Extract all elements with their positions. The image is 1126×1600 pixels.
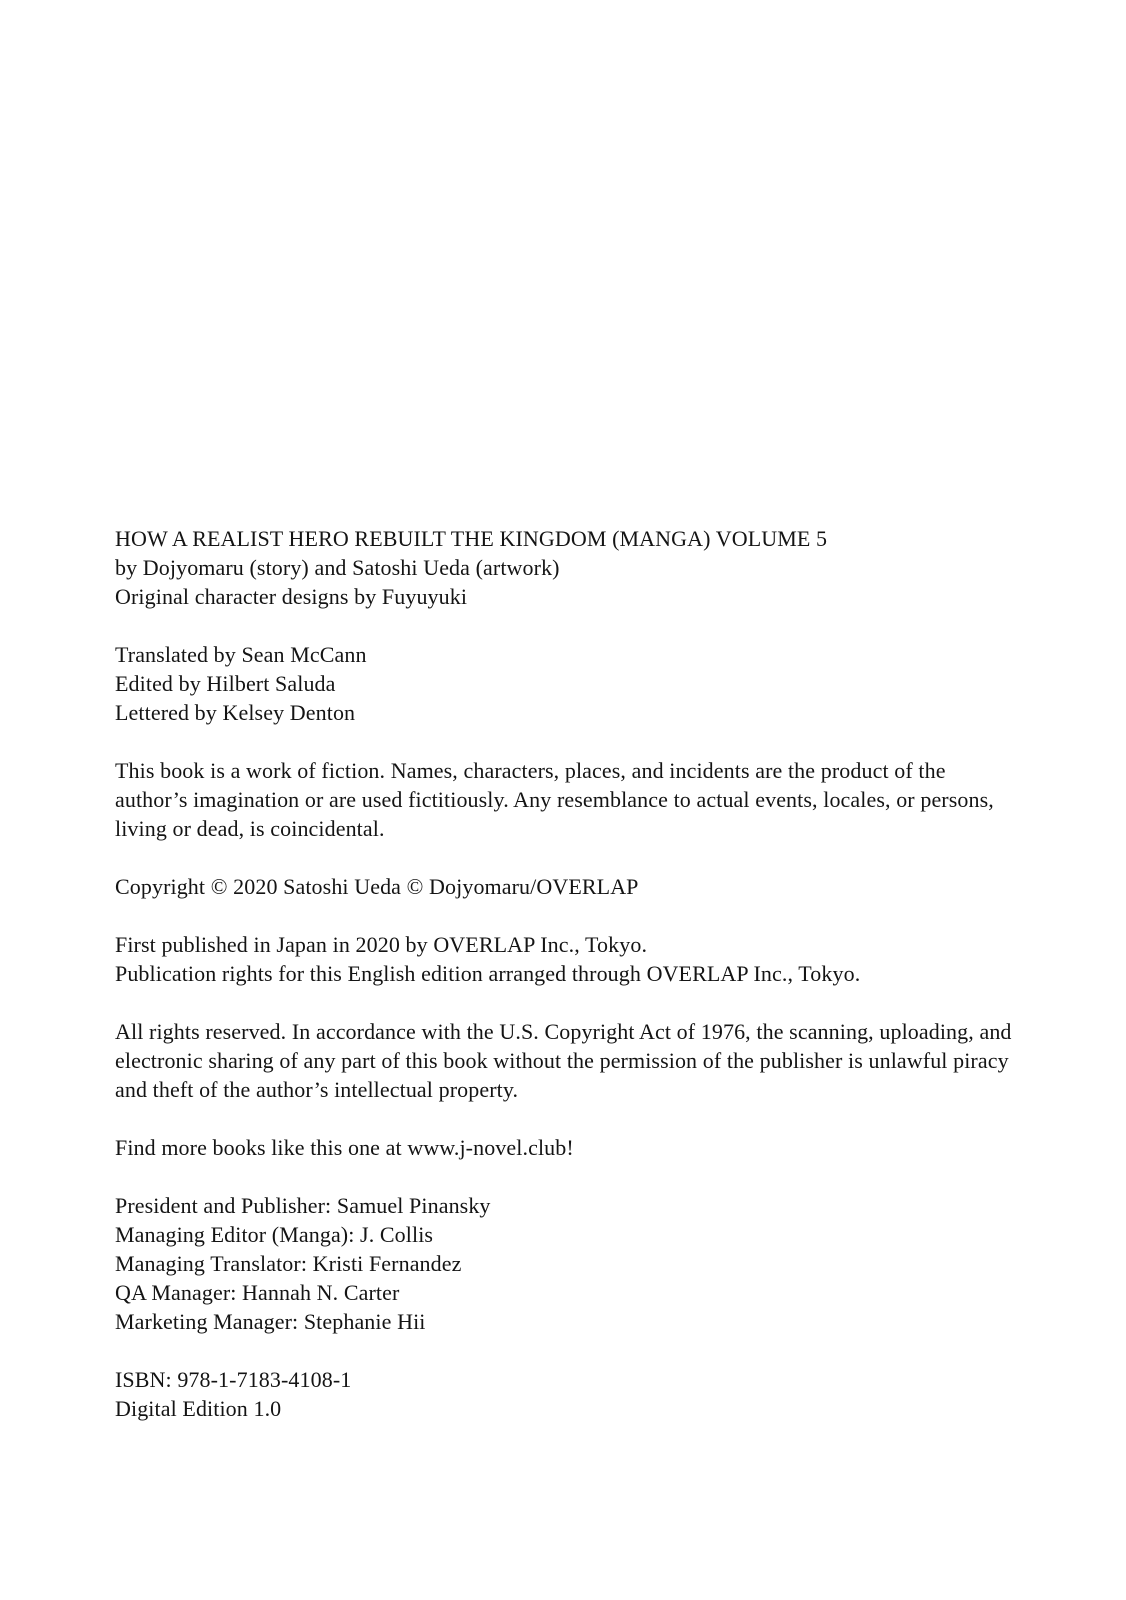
digital-edition-line: Digital Edition 1.0 <box>115 1396 282 1421</box>
character-designs-credit: Original character designs by Fuyuyuki <box>115 584 468 609</box>
byline: by Dojyomaru (story) and Satoshi Ueda (artwork) <box>115 555 560 580</box>
qa-manager-credit: QA Manager: Hannah N. Carter <box>115 1280 400 1305</box>
publication-block <box>115 930 1017 988</box>
publication-rights-line: Publication rights for this English edition arranged through OVERLAP Inc., Tokyo. <box>115 961 861 986</box>
copyright-line: Copyright © 2020 Satoshi Ueda © Dojyomaru/OVERLAP <box>115 874 639 899</box>
title-block <box>115 524 1017 611</box>
rights-notice: All rights reserved. In accordance with the U.S. Copyright Act of 1976, the scanning, uploading, and electronic sharing of any part of this book without the permission of the publisher is unlawful piracy and theft of the author’s intellectual property. <box>115 1019 1012 1102</box>
president-publisher-credit: President and Publisher: Samuel Pinansky <box>115 1193 491 1218</box>
first-published-line: First published in Japan in 2020 by OVERLAP Inc., Tokyo. <box>115 932 648 957</box>
localization-credits-block <box>115 640 1017 727</box>
isbn-line: ISBN: 978-1-7183-4108-1 <box>115 1367 352 1392</box>
edition-block <box>115 1365 1017 1423</box>
find-more-line: Find more books like this one at www.j-novel.club! <box>115 1135 574 1160</box>
fiction-disclaimer: This book is a work of fiction. Names, characters, places, and incidents are the product of the author’s imagination or are used fictitiously. Any resemblance to actual events, locales, or persons, living or dead, is coincidental. <box>115 758 994 841</box>
marketing-manager-credit: Marketing Manager: Stephanie Hii <box>115 1309 426 1334</box>
book-title: HOW A REALIST HERO REBUILT THE KINGDOM (MANGA) VOLUME 5 <box>115 526 828 551</box>
managing-translator-credit: Managing Translator: Kristi Fernandez <box>115 1251 462 1276</box>
editor-credit: Edited by Hilbert Saluda <box>115 671 336 696</box>
colophon-page <box>115 524 1017 1423</box>
staff-block <box>115 1191 1017 1336</box>
letterer-credit: Lettered by Kelsey Denton <box>115 700 356 725</box>
managing-editor-credit: Managing Editor (Manga): J. Collis <box>115 1222 434 1247</box>
translator-credit: Translated by Sean McCann <box>115 642 367 667</box>
